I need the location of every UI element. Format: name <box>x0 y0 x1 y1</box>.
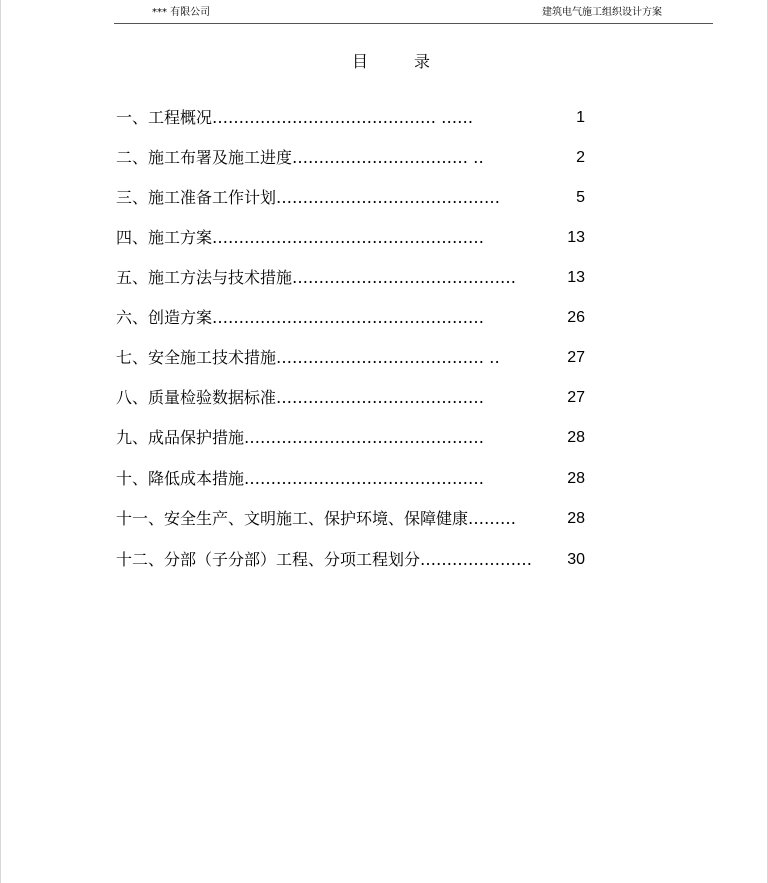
toc-entry-text: 十二、分部（子分部）工程、分项工程划分………………… <box>116 550 533 569</box>
header-doc-title: 建筑电气施工组织设计方案 <box>542 7 662 18</box>
toc-entry[interactable] <box>116 307 596 331</box>
toc-entry-text: 七、安全施工技术措施………………………………… ‥ <box>116 348 500 367</box>
toc-entry-page-number: 28 <box>567 510 585 527</box>
toc-entry[interactable] <box>116 468 596 492</box>
toc-entry[interactable] <box>116 387 596 411</box>
toc-entry-page-number: 1 <box>576 109 585 126</box>
toc-entry[interactable] <box>116 427 596 451</box>
toc-entry-text: 三、施工准备工作计划…………………………………… <box>116 188 501 207</box>
toc-entry-text: 九、成品保护措施……………………………………… <box>116 428 485 447</box>
toc-entry-page-number: 26 <box>567 309 585 326</box>
toc-entry[interactable] <box>116 147 596 171</box>
toc-entry-text: 一、工程概况…………………………………… …… <box>116 108 474 127</box>
page-header <box>116 6 714 22</box>
toc-entry-text: 五、施工方法与技术措施…………………………………… <box>116 268 517 287</box>
toc-entry[interactable] <box>116 227 596 251</box>
toc-entry[interactable] <box>116 347 596 371</box>
toc-entry-page-number: 28 <box>567 429 585 446</box>
toc-entry-text: 八、质量检验数据标准………………………………… <box>116 388 485 407</box>
toc-entry-page-number: 13 <box>567 269 585 286</box>
toc-entry[interactable] <box>116 107 596 131</box>
toc-entry-text: 四、施工方案…………………………………………… <box>116 228 485 247</box>
page-edge-left <box>0 0 1 883</box>
toc-entry-page-number: 13 <box>567 229 585 246</box>
toc-entry[interactable] <box>116 508 596 532</box>
toc-entry-text: 十一、安全生产、文明施工、保护环境、保障健康……… <box>116 509 517 528</box>
toc-entry[interactable] <box>116 549 596 573</box>
toc-entry-page-number: 27 <box>567 349 585 366</box>
toc-entry-page-number: 28 <box>567 470 585 487</box>
toc-entry-text: 六、创造方案…………………………………………… <box>116 308 485 327</box>
toc-entry[interactable] <box>116 267 596 291</box>
toc-entry-page-number: 5 <box>576 189 585 206</box>
header-company: *** 有限公司 <box>152 7 211 18</box>
toc-title: 目录 <box>351 52 476 71</box>
toc-entry-page-number: 27 <box>567 389 585 406</box>
toc-entry-page-number: 30 <box>567 551 585 568</box>
toc-entry-text: 十、降低成本措施……………………………………… <box>116 469 485 488</box>
header-divider <box>114 23 713 24</box>
toc-entry-text: 二、施工布署及施工进度…………………………… ‥ <box>116 148 484 167</box>
toc-entry[interactable] <box>116 187 596 211</box>
toc-entry-page-number: 2 <box>576 149 585 166</box>
